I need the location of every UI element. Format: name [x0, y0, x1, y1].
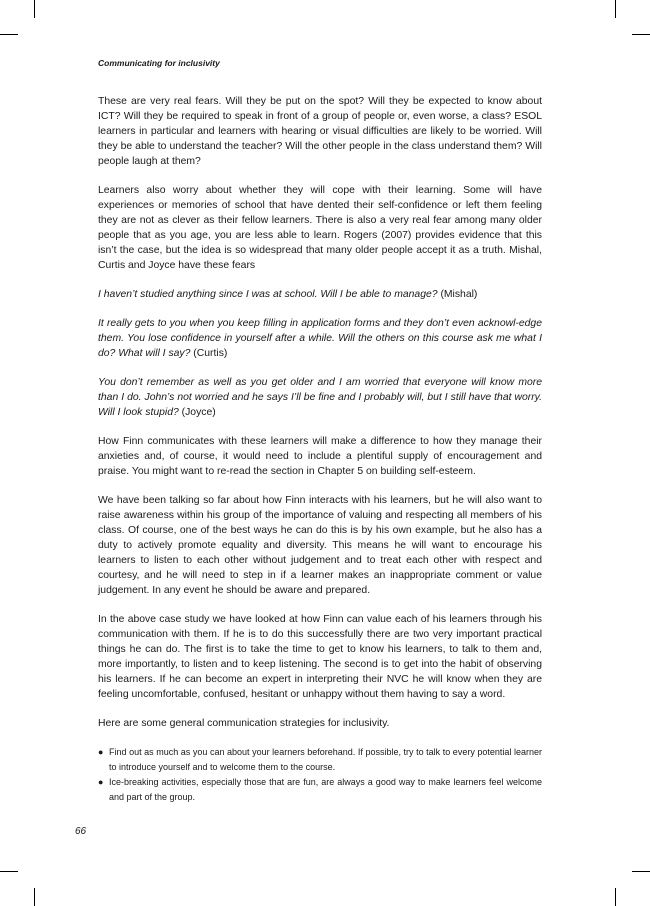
crop-mark [0, 871, 18, 872]
quote-mishal [98, 287, 542, 302]
list-item [98, 775, 542, 805]
quote-curtis [98, 316, 542, 361]
crop-mark [615, 888, 616, 906]
quote-speaker: (Curtis) [193, 348, 228, 359]
running-head: Communicating for inclusivity [98, 58, 220, 68]
crop-mark [34, 0, 35, 18]
paragraph: Learners also worry about whether they will cope with their learning. Some will have experiences or memories of school that have dented their self-confidence or left them feeling they are not as clever as their fellow learners. There is also a very real fear among many older people that as you age, you are less able to learn. Rogers (2007) provides evidence that this isn’t the case, but the idea is so widespread that many older people accept it as a truth. Mishal, Curtis and Joyce have these fears [98, 185, 542, 271]
crop-mark [632, 34, 650, 35]
quote-text: I haven’t studied anything since I was at school. Will I be able to manage? [98, 289, 438, 300]
list-item [98, 745, 542, 775]
page-number: 66 [75, 826, 87, 837]
crop-mark [0, 34, 18, 35]
quote-speaker: (Mishal) [440, 289, 478, 300]
crop-mark [615, 0, 616, 18]
body-text [98, 94, 542, 805]
list-item-text: Find out as much as you can about your learners beforehand. If possible, try to talk to every potential learner to introduce yourself and to welcome them to the course. [109, 747, 542, 772]
paragraph: These are very real fears. Will they be put on the spot? Will they be expected to know about ICT? Will they be required to speak in front of a group of people or, even worse, a class? ESOL learners in particular and learners with hearing or visual difficulties are likely to be worried. Will they be able to understand the teacher? Will the other people in the class understand them? Will people laugh at them? [98, 96, 542, 167]
paragraph: Here are some general communication strategies for inclusivity. [98, 718, 390, 729]
list-item-text: Ice-breaking activities, especially those that are fun, are always a good way to make learners feel welcome and part of the group. [109, 777, 542, 802]
strategy-list [98, 745, 542, 805]
quote-speaker: (Joyce) [181, 407, 216, 418]
paragraph: In the above case study we have looked at how Finn can value each of his learners through his communication with them. If he is to do this successfully there are two very important practical things he can do. The first is to take the time to get to know his learners, to talk to them and, more importantly, to listen and to keep listening. The second is to get into the habit of observing his learners. If he can become an expert in interpreting their NVC he will know when they are feeling uncomfortable, confused, hesitant or unhappy without them having to say a word. [98, 614, 542, 700]
crop-mark [632, 871, 650, 872]
crop-mark [34, 888, 35, 906]
paragraph: How Finn communicates with these learners will make a difference to how they manage their anxieties and, of course, it would need to include a plentiful supply of encouragement and praise. You might want to re-read the section in Chapter 5 on building self-esteem. [98, 436, 542, 477]
quote-text: It really gets to you when you keep filling in application forms and they don’t even acknowl-edge them. You lose confidence in yourself after a while. Will the others on this course ask me what I do? What will I say? [98, 318, 542, 359]
paragraph: We have been talking so far about how Finn interacts with his learners, but he will also want to raise awareness within his group of the importance of valuing and respecting all members of his class. Of course, one of the best ways he can do this is by his own example, but he also has a duty to actively promote equality and diversity. This means he will want to encourage his learners to listen to each other without judgement and to treat each other with respect and courtesy, and he will need to step in if a learner makes an inappropriate comment or value judgement. In any event he should be aware and prepared. [98, 495, 542, 596]
quote-joyce [98, 375, 542, 420]
bullet-icon: ● [98, 747, 104, 757]
quote-text: You don’t remember as well as you get older and I am worried that everyone will know more than I do. John’s not worried and he says I’ll be fine and I probably will, but I still have that worry. Will I look stupid? [98, 377, 542, 418]
bullet-icon: ● [98, 777, 104, 787]
